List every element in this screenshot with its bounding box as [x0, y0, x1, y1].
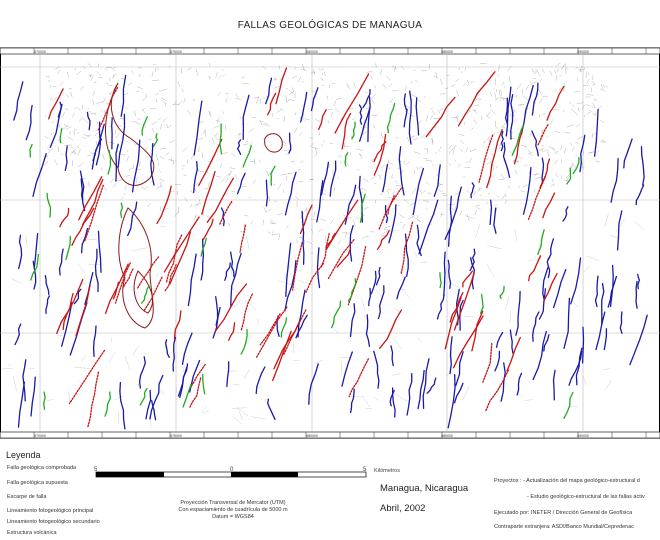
- projection-line-2: Con espaciamiento de cuadrícula de 5000 m: [178, 507, 288, 513]
- grid-label-top: 585000: [441, 50, 453, 54]
- project-info-line-3: Ejecutado por: INETER / Dirección General de Geofísica: [494, 510, 633, 516]
- fault-comprobada: [583, 327, 584, 363]
- scale-unit: Kilómetros: [374, 468, 400, 474]
- legend-item-lineamiento-principal: Lineamiento fotogeológico principal: [7, 508, 94, 514]
- top-ruler: [0, 48, 660, 54]
- fault-map: [0, 43, 660, 443]
- project-info-line-1: Proyectos : - Actualización del mapa geológico-estructural d: [494, 478, 640, 484]
- grid-label-bottom: 585000: [441, 434, 453, 438]
- grid-label-top: 575000: [170, 50, 182, 54]
- projection-line-3: Datum = WGS84: [212, 514, 254, 520]
- legend-item-lineamiento-secundario: Lineamiento fotogeológico secundario: [7, 519, 100, 525]
- fault-comprobada: [112, 118, 113, 149]
- fault-comprobada: [636, 282, 637, 309]
- grid-label-bottom: 590000: [577, 434, 589, 438]
- legend-item-escarpe: Escarpe de falla: [7, 494, 47, 500]
- project-info-line-2: - Estudio geológico-estructural de las fallas activ: [527, 494, 645, 500]
- scale-label-mid: 0: [230, 467, 234, 473]
- projection-info: [158, 500, 308, 521]
- scale-label-right: 5: [363, 467, 367, 473]
- grid-label-top: 570000: [34, 50, 46, 54]
- place-name: Managua, Nicaragua: [380, 483, 469, 494]
- grid-label-top: 580000: [306, 50, 318, 54]
- grid-label-bottom: 580000: [306, 434, 318, 438]
- legend-item-comprobada: Falla geológica comprobada: [7, 465, 77, 471]
- project-info-line-4: Contraparte extranjera: ASDI/Banco Mundial/Cepredenac: [494, 524, 635, 530]
- scale-label-left: 5: [94, 467, 98, 473]
- map-date: Abril, 2002: [380, 503, 426, 514]
- legend-item-estructura-volcanica: Estructura volcánica: [7, 530, 57, 536]
- legend-item-supuesta: Falla geológica supuesta: [7, 480, 68, 486]
- bottom-ruler: [0, 432, 660, 438]
- grid-label-top: 590000: [577, 50, 589, 54]
- grid-label-bottom: 575000: [170, 434, 182, 438]
- map-title: FALLAS GEOLÓGICAS DE MANAGUA: [237, 20, 423, 31]
- projection-line-1: Proyección Transversal de Mercator (UTM): [180, 500, 286, 506]
- legend-title: Leyenda: [6, 450, 41, 460]
- grid-label-bottom: 570000: [34, 434, 46, 438]
